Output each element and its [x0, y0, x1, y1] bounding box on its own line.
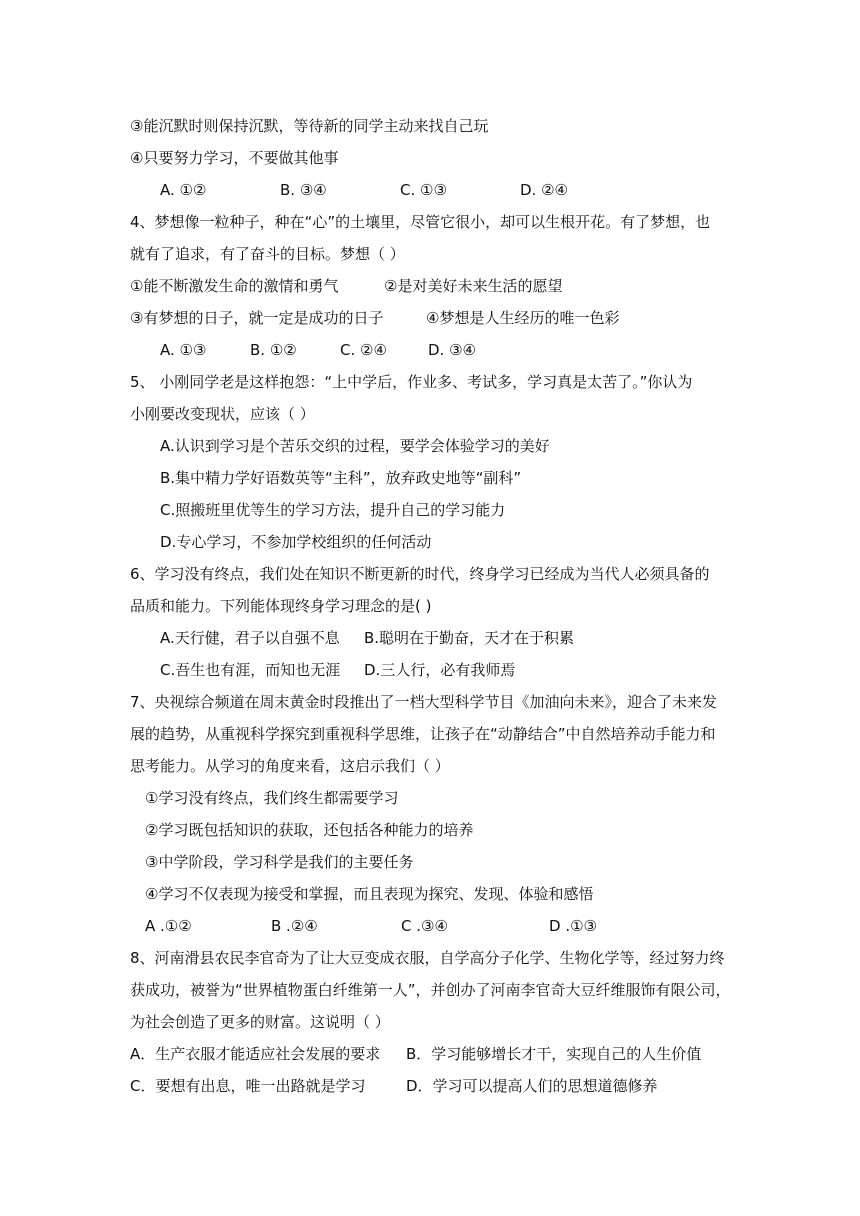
q4-option-1: ①能不断激发生命的激情和勇气	[130, 277, 339, 295]
q4-stem-line2: 就有了追求，有了奋斗的目标。梦想（ ）	[130, 245, 405, 263]
q5-stem-line2: 小刚要改变现状，应该（ ）	[130, 405, 315, 423]
q4-option-2: ②是对美好未来生活的愿望	[384, 277, 563, 295]
q6-stem-line1: 6、学习没有终点，我们处在知识不断更新的时代，终身学习已经成为当代人必须具备的	[130, 565, 710, 583]
q7-stem-line2: 展的趋势，从重视科学探究到重视科学思维，让孩子在“动静结合”中自然培养动手能力和	[130, 725, 716, 743]
q3-option-4: ④只要努力学习，不要做其他事	[130, 149, 339, 167]
q3-choice-c: C. ①③	[400, 181, 447, 199]
q8-stem-line2: 获成功，被誉为“世界植物蛋白纤维第一人”，并创办了河南李官奇大豆纤维服饰有限公司，	[130, 981, 731, 999]
q6-choice-a: A.天行健，君子以自强不息	[160, 629, 340, 647]
q7-stem-line1: 7、央视综合频道在周末黄金时段推出了一档大型科学节目《加油向未来》，迎合了未来发	[130, 693, 718, 711]
q7-stem-line3: 思考能力。从学习的角度来看，这启示我们（ ）	[130, 757, 450, 775]
q5-choice-b: B.集中精力学好语数英等“主科”，放弃政史地等“副科”	[160, 469, 522, 487]
q4-choice-d: D. ③④	[428, 341, 476, 359]
q5-choice-a: A.认识到学习是个苦乐交织的过程，要学会体验学习的美好	[160, 437, 550, 455]
q8-choice-a: A．生产衣服才能适应社会发展的要求	[130, 1045, 381, 1063]
q8-choice-b: B．学习能够增长才干，实现自己的人生价值	[406, 1045, 702, 1063]
q3-option-3: ③能沉默时则保持沉默，等待新的同学主动来找自己玩	[130, 117, 489, 135]
q4-choice-c: C. ②④	[340, 341, 387, 359]
q5-choice-c: C.照搬班里优等生的学习方法，提升自己的学习能力	[160, 501, 506, 519]
q3-choice-b: B. ③④	[280, 181, 327, 199]
q6-choice-d: D.三人行，必有我师焉	[364, 661, 516, 679]
q8-choice-d: D．学习可以提高人们的思想道德修养	[406, 1077, 658, 1095]
q7-choice-b: B .②④	[271, 917, 318, 935]
q4-stem-line1: 4、梦想像一粒种子，种在“心”的土壤里，尽管它很小，却可以生根开花。有了梦想，也	[130, 213, 711, 231]
q5-choice-d: D.专心学习，不参加学校组织的任何活动	[160, 533, 432, 551]
q6-stem-line2: 品质和能力。下列能体现终身学习理念的是( )	[130, 597, 432, 615]
q6-choice-b: B.聪明在于勤奋，天才在于积累	[364, 629, 575, 647]
q7-option-4: ④学习不仅表现为接受和掌握，而且表现为探究、发现、体验和感悟	[145, 885, 594, 903]
q4-choice-b: B. ①②	[250, 341, 297, 359]
q7-option-3: ③中学阶段，学习科学是我们的主要任务	[145, 853, 414, 871]
q7-option-2: ②学习既包括知识的获取，还包括各种能力的培养	[145, 821, 474, 839]
q7-choice-a: A .①②	[145, 917, 192, 935]
q3-choice-a: A. ①②	[160, 181, 207, 199]
q4-option-4: ④梦想是人生经历的唯一色彩	[426, 309, 620, 327]
q8-stem-line3: 为社会创造了更多的财富。这说明（ ）	[130, 1013, 390, 1031]
q8-stem-line1: 8、河南滑县农民李官奇为了让大豆变成衣服，自学高分子化学、生物化学等，经过努力终	[130, 949, 725, 967]
q7-choice-c: C .③④	[401, 917, 448, 935]
q4-choice-a: A. ①③	[160, 341, 207, 359]
q8-choice-c: C．要想有出息，唯一出路就是学习	[130, 1077, 366, 1095]
q7-option-1: ①学习没有终点，我们终生都需要学习	[145, 789, 399, 807]
q4-option-3: ③有梦想的日子，就一定是成功的日子	[130, 309, 384, 327]
q3-choice-d: D. ②④	[520, 181, 568, 199]
q7-choice-d: D .①③	[549, 917, 597, 935]
q6-choice-c: C.吾生也有涯，而知也无涯	[160, 661, 341, 679]
q5-stem-line1: 5、 小刚同学老是这样抱怨：“上中学后，作业多、考试多，学习真是太苦了。”你认为	[130, 373, 693, 391]
